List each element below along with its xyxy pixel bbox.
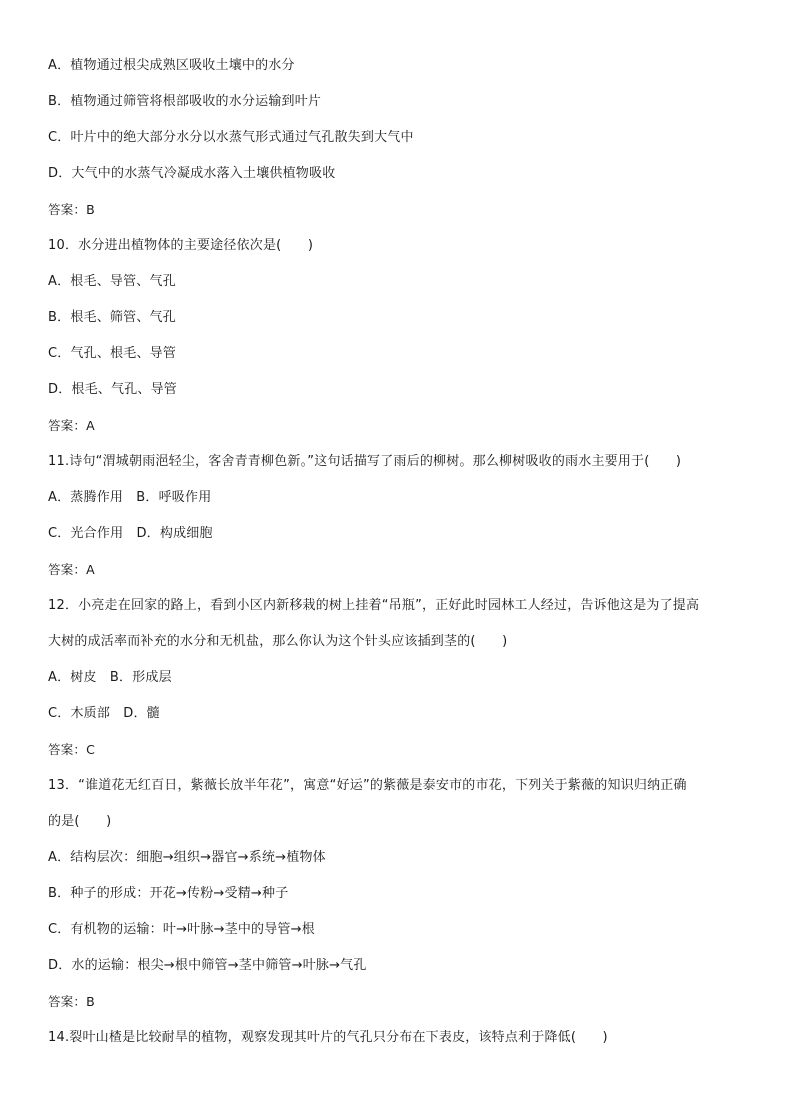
q12-answer: 答案：C: [48, 742, 96, 757]
q11-stem: 11.诗句“渭城朝雨浥轻尘，客舍青青柳色新。”这句话描写了雨后的柳树。那么柳树吸收的雨水主要用于( ): [48, 454, 682, 469]
q14-stem: 14.裂叶山楂是比较耐旱的植物，观察发现其叶片的气孔只分布在下表皮，该特点利于降低( ): [48, 1030, 608, 1045]
q12-options-cd: C．木质部 D．髓: [48, 706, 160, 721]
q11-options-ab: A．蒸腾作用 B．呼吸作用: [48, 490, 212, 505]
q13-stem-line2: 的是( ): [48, 814, 112, 829]
q13-answer: 答案：B: [48, 994, 95, 1009]
q10-option-d: D．根毛、气孔、导管: [48, 382, 178, 397]
q10-option-c: C．气孔、根毛、导管: [48, 346, 177, 361]
q10-answer: 答案：A: [48, 418, 95, 433]
q13-option-b: B．种子的形成：开花→传粉→受精→种子: [48, 886, 289, 901]
q9-option-d: D．大气中的水蒸气冷凝成水落入土壤供植物吸收: [48, 166, 336, 181]
q9-option-a: A．植物通过根尖成熟区吸收土壤中的水分: [48, 58, 295, 73]
q9-option-b: B．植物通过筛管将根部吸收的水分运输到叶片: [48, 94, 322, 109]
q11-options-cd: C．光合作用 D．构成细胞: [48, 526, 213, 541]
q9-option-c: C．叶片中的绝大部分水分以水蒸气形式通过气孔散失到大气中: [48, 130, 414, 145]
q10-option-b: B．根毛、筛管、气孔: [48, 310, 176, 325]
q11-answer: 答案：A: [48, 562, 95, 577]
q12-options-ab: A．树皮 B．形成层: [48, 670, 172, 685]
q10-option-a: A．根毛、导管、气孔: [48, 274, 176, 289]
q9-answer: 答案：B: [48, 202, 95, 217]
q10-stem: 10．水分进出植物体的主要途径依次是( ): [48, 238, 314, 253]
q13-stem-line1: 13．“谁道花无红百日，紫薇长放半年花”，寓意“好运”的紫薇是泰安市的市花，下列关于紫薇的知识归纳正确: [48, 778, 687, 793]
q12-stem-line1: 12．小亮走在回家的路上，看到小区内新移栽的树上挂着“吊瓶”，正好此时园林工人经过，告诉他这是为了提高: [48, 598, 700, 613]
q13-option-d: D．水的运输：根尖→根中筛管→茎中筛管→叶脉→气孔: [48, 958, 367, 973]
q13-option-c: C．有机物的运输：叶→叶脉→茎中的导管→根: [48, 922, 315, 937]
q13-option-a: A．结构层次：细胞→组织→器官→系统→植物体: [48, 850, 326, 865]
q12-stem-line2: 大树的成活率而补充的水分和无机盐，那么你认为这个针头应该插到茎的( ): [48, 634, 508, 649]
